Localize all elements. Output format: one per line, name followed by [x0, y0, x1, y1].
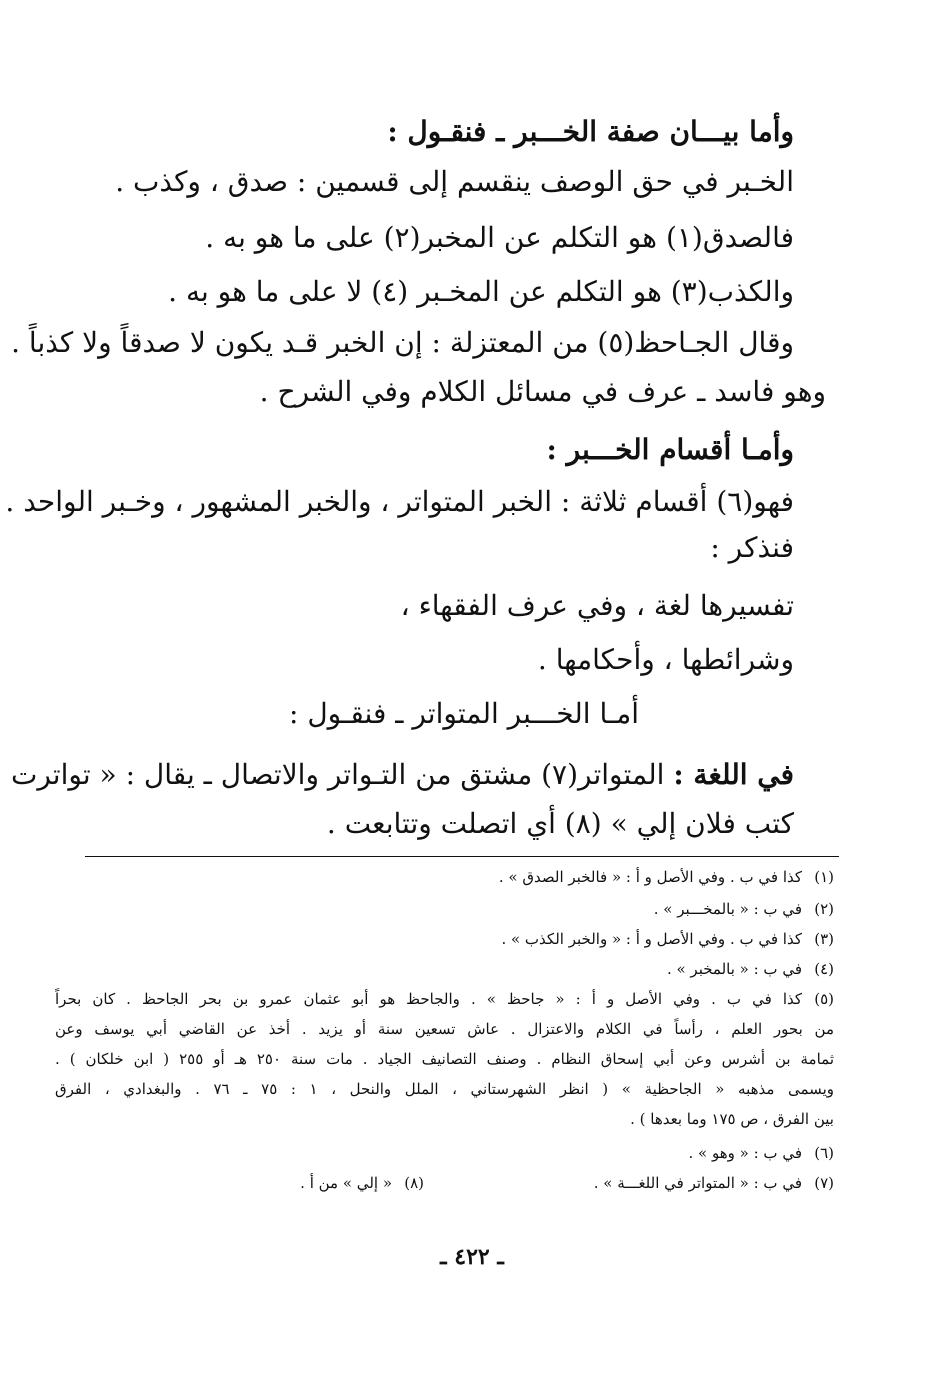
footnote-3 [501, 926, 834, 952]
body-line: فهو(٦) أقسام ثلاثة : الخبر المتواتر ، والخبر المشهور ، وخـبر الواحد . [5, 485, 794, 518]
footnote-number: (٧) [814, 1174, 834, 1192]
body-line: وشرائطها ، وأحكامها . [537, 643, 794, 676]
body-line: والكذب(٣) هو التكلم عن المخـبر (٤) لا على ما هو به . [168, 275, 794, 308]
footnote-number: (٤) [814, 960, 834, 978]
footnote-2 [654, 896, 834, 922]
body-line: فالصدق(١) هو التكلم عن المخبر(٢) على ما هو به . [205, 221, 794, 254]
body-text: المتواتر(٧) مشتق من التـواتر والاتصال ـ يقال : « تواترت [11, 758, 674, 791]
footnote-number: (٥) [814, 990, 834, 1008]
body-line: وهو فاسد ـ عرف في مسائل الكلام وفي الشرح . [259, 375, 826, 408]
footnote-4 [667, 956, 834, 982]
footnote-5-line-3: ثمامة بن أشرس وعن أبي إسحاق النظام . وصنف التصانيف الجياد . مات سنة ٢٥٠ هـ أو ٢٥٥ ( ابن خلكان ) . [55, 1050, 834, 1068]
heading-al-khabar-al-mutawatir: أمـا الخـــبر المتواتر ـ فنقـول : [289, 697, 639, 730]
footnote-number: (٦) [814, 1144, 834, 1162]
footnote-8 [300, 1170, 424, 1196]
footnote-text: كذا في ب . وفي الأصل و أ : « فالخبر الصدق » . [498, 868, 802, 886]
footnote-text: في ب : « المتواتر في اللغـــة » . [593, 1174, 802, 1192]
footnote-number: (١) [814, 868, 834, 886]
body-line: فنذكر : [710, 531, 794, 564]
body-line: كتب فلان إلي » (٨) أي اتصلت وتتابعت . [326, 807, 794, 840]
footnote-5-line-5: بين الفرق ، ص ١٧٥ وما بعدها ) . [630, 1110, 834, 1128]
footnote-1 [499, 864, 834, 890]
section-label-fi-al-lugha: في اللغة : [673, 758, 794, 791]
footnote-5 [55, 986, 834, 1012]
footnote-number: (٨) [404, 1174, 424, 1192]
body-line: الخـبر في حق الوصف ينقسم إلى قسمين : صدق ، وكذب . [115, 165, 794, 198]
heading-aqsam-al-khabar: وأمـا أقسام الخـــبر : [546, 433, 794, 466]
footnote-text: كذا في ب . وفي الأصل و أ : « والخبر الكذب » . [501, 930, 802, 948]
footnote-5-line-2: من بحور العلم ، رأساً في الكلام والاعتزال . عاش تسعين سنة أو يزيد . أخذ عن القاضي أبي يوسف وعن [55, 1020, 835, 1038]
footnote-text: في ب : « بالمخـــبر » . [653, 900, 802, 918]
footnote-number: (٣) [814, 930, 834, 948]
body-line: وقال الجـاحظ(٥) من المعتزلة : إن الخبر قـد يكون لا صدقاً ولا كذباً . [11, 326, 794, 359]
footnote-divider [85, 856, 839, 857]
footnote-7 [594, 1170, 834, 1196]
body-line [11, 755, 794, 795]
heading-sifat-al-khabar: وأما بيـــان صفة الخـــبر ـ فنقـول : [387, 115, 794, 148]
footnote-text: كذا في ب . وفي الأصل و أ : « جاحظ » . والجاحظ هو أبو عثمان عمرو بن بحر الجاحظ . كان بحراً [55, 990, 802, 1008]
footnote-6 [689, 1140, 834, 1166]
footnote-5-line-4: ويسمى مذهبه « الجاحظية » ( انظر الشهرستاني ، الملل والنحل ، ١ : ٧٥ ـ ٧٦ . والبغدادي ، الفرق [55, 1080, 834, 1098]
footnote-number: (٢) [814, 900, 834, 918]
footnote-text: « إلي » من أ . [300, 1174, 392, 1192]
body-line: تفسيرها لغة ، وفي عرف الفقهاء ، [400, 589, 794, 622]
footnote-text: في ب : « وهو » . [688, 1144, 802, 1162]
page-number: ـ ٤٢٢ ـ [440, 1244, 504, 1270]
footnote-text: في ب : « بالمخبر » . [666, 960, 802, 978]
